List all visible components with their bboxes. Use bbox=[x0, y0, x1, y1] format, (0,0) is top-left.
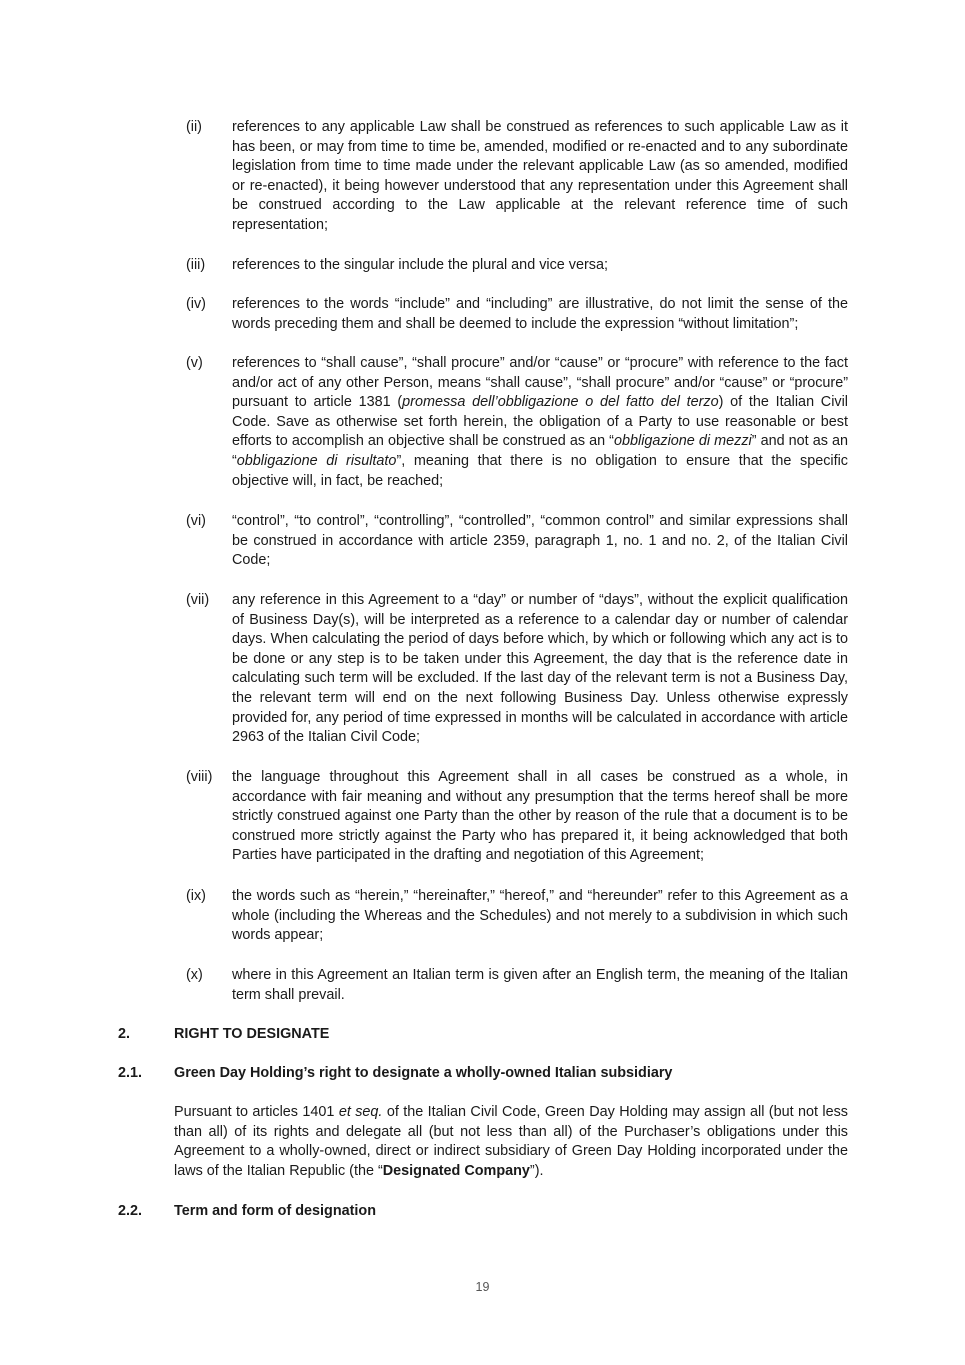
list-item bbox=[186, 118, 848, 236]
text-run: “control”, “to control”, “controlling”, “controlled”, “common control” and similar expressions shall be construed in accordance with article 2359, paragraph 1, no. 1 and no. 2, of the Italian Civil Code; bbox=[232, 513, 848, 569]
italic-term: et seq. bbox=[338, 1104, 383, 1120]
subsection-number: 2.2. bbox=[118, 1203, 143, 1219]
text-run: ”). bbox=[529, 1162, 544, 1179]
list-item-text bbox=[232, 295, 848, 334]
text-run: the words such as “herein,” “hereinafter,” “hereof,” and “hereunder” refer to this Agreement as a whole (including the Whereas and the Schedules) and not merely to a subdivision in which such words appear; bbox=[232, 888, 848, 944]
list-item bbox=[186, 768, 848, 866]
list-item-text bbox=[232, 887, 848, 946]
list-item-label: (iii) bbox=[186, 257, 206, 273]
list-item bbox=[186, 354, 848, 491]
text-run: ” and not as an “ bbox=[232, 433, 848, 469]
text-run: ) of the Italian Civil Code. Save as otherwise set forth herein, the obligation of a Party to use reasonable or best efforts to accomplish an objective shall be construed as an “ bbox=[232, 394, 848, 450]
list-item-text bbox=[232, 118, 848, 236]
text-run: the language throughout this Agreement shall in all cases be construed as a whole, in accordance with fair meaning and without any presumption that the terms hereof shall be more strictly construed against one Party than the other by reason of the rule that a document is to be construed more strictly against the Party who has prepared it, it being acknowledged that both Parties have participated in the drafting and negotiation of this Agreement; bbox=[232, 769, 848, 864]
text-run: references to the words “include” and “including” are illustrative, do not limit the sense of the words preceding them and shall be deemed to include the expression “without limitation”; bbox=[232, 296, 848, 332]
subsection-title: Term and form of designation bbox=[174, 1203, 377, 1219]
list-item-label: (v) bbox=[186, 355, 203, 371]
italic-term: promessa dell’obbligazione o del fatto del terzo bbox=[402, 394, 719, 411]
list-item-label: (ix) bbox=[186, 888, 206, 904]
text-run: references to any applicable Law shall be construed as references to such applicable Law as it has been, or may from time to time be, amended, modified or re-enacted and to any subordinate legislation from time to time made under the relevant applicable Law (as so amended, modified or re-enacted), it being however understood that any representation under this Agreement shall be construed according to the Law applicable at the relevant reference time of such representation; bbox=[232, 119, 848, 233]
list-item-text bbox=[232, 768, 848, 866]
subsection-number: 2.1. bbox=[118, 1065, 143, 1081]
list-item bbox=[186, 591, 848, 748]
list-item-label: (ii) bbox=[186, 119, 202, 135]
list-item-text bbox=[232, 354, 848, 491]
text-run: Pursuant to articles 1401 bbox=[174, 1104, 339, 1120]
list-item-label: (vi) bbox=[186, 513, 206, 529]
text-run: references to the singular include the plural and vice versa; bbox=[232, 257, 608, 273]
list-item-label: (x) bbox=[186, 967, 203, 983]
text-run: of the Italian Civil Code, Green Day Holding may assign all (but not less than all) of its rights and delegate all (but not less than all) of the Purchaser’s obligations under this Agreement to a wholly-owned, direct or indirect subsidiary of Green Day Holding incorporated under the laws of the Italian Republic (the “ bbox=[174, 1104, 848, 1179]
page-number: 19 bbox=[475, 1280, 490, 1294]
list-item bbox=[186, 256, 848, 276]
list-item-text bbox=[232, 966, 848, 1005]
list-item-label: (vii) bbox=[186, 592, 210, 608]
list-item-text bbox=[232, 256, 848, 276]
text-run: any reference in this Agreement to a “day” or number of “days”, without the explicit qualification of Business Day(s), will be interpreted as a reference to a calendar day or number of calendar days. When calculating the period of days before which, by which or following which any act is to be done or any step is to be taken under this Agreement, the day that is the reference date in calculating such term will be excluded. If the last day of the relevant term is not a Business Day, the relevant term will end on the next following Business Day. Unless otherwise expressly provided for, any period of time expressed in months will be calculated in accordance with article 2963 of the Italian Civil Code; bbox=[232, 592, 848, 746]
subsection-paragraph bbox=[174, 1103, 848, 1181]
list-item bbox=[186, 512, 848, 571]
list-item-text bbox=[232, 591, 848, 748]
section-number: 2. bbox=[118, 1026, 131, 1042]
list-item-text bbox=[232, 512, 848, 571]
subsection-title: Green Day Holding’s right to designate a wholly-owned Italian subsidiary bbox=[174, 1065, 673, 1081]
italic-term: obbligazione di mezzi bbox=[613, 433, 752, 450]
italic-term: obbligazione di risultato bbox=[236, 452, 397, 469]
text-run: references to “shall cause”, “shall procure” and/or “cause” or “procure” with reference to the fact and/or act of any other Person, means “shall cause”, “shall procure” and/or “cause” or “procure” pursuant to article 1381 ( bbox=[232, 355, 848, 411]
section-title: RIGHT TO DESIGNATE bbox=[174, 1026, 330, 1042]
list-item-label: (viii) bbox=[186, 769, 213, 785]
list-item-label: (iv) bbox=[186, 296, 206, 312]
text-run: ”, meaning that there is no obligation to ensure that the specific objective will, in fact, be reached; bbox=[232, 452, 849, 489]
list-item bbox=[186, 295, 848, 334]
defined-term: Designated Company bbox=[382, 1162, 530, 1179]
list-item bbox=[186, 966, 848, 1005]
text-run: where in this Agreement an Italian term is given after an English term, the meaning of the Italian term shall prevail. bbox=[232, 967, 848, 1003]
list-item bbox=[186, 887, 848, 946]
